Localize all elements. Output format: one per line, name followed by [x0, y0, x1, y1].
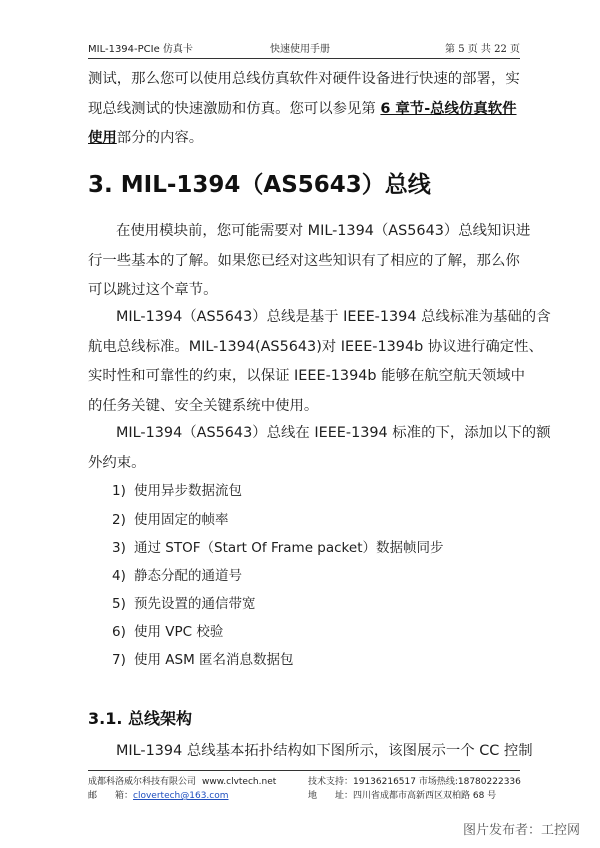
s3p3-line-2: 外约束。 — [88, 454, 146, 471]
constraint-number: 2) — [112, 512, 126, 528]
constraint-item — [112, 479, 242, 499]
email-link[interactable]: clovertech@163.com — [133, 791, 229, 801]
s3p2-line-1: MIL-1394（AS5643）总线是基于 IEEE-1394 总线标准为基础的含 — [116, 309, 551, 325]
intro-line-3-text: 部分的内容。 — [116, 130, 204, 146]
intro-line-2-text: 现总线测试的快速激励和仿真。您可以参见第 — [88, 100, 381, 117]
constraint-number: 5) — [112, 596, 126, 612]
constraint-item — [112, 592, 256, 612]
constraint-item — [112, 508, 229, 528]
constraint-item — [112, 620, 223, 640]
section-3-1-paragraph — [88, 737, 533, 767]
constraint-text: 通过 STOF（Start Of Frame packet）数据帧同步 — [134, 540, 444, 556]
constraint-text: 使用异步数据流包 — [134, 483, 242, 499]
s3p1-line-2: 行一些基本的了解。如果您已经对这些知识有了相应的了解，那么你 — [88, 252, 520, 269]
header-page-number: 第 5 页 共 22 页 — [445, 44, 520, 55]
section-3-1-heading: 3.1. 总线架构 — [88, 709, 192, 728]
footer-email — [88, 788, 229, 801]
constraint-text: 使用 VPC 校验 — [134, 624, 224, 640]
constraint-text: 静态分配的通道号 — [134, 568, 242, 584]
intro-paragraph — [88, 65, 520, 154]
intro-line-1: 测试，那么您可以使用总线仿真软件对硬件设备进行快速的部署，实 — [88, 71, 520, 87]
s31p1-line-1: MIL-1394 总线基本拓扑结构如下图所示，该图展示一个 CC 控制 — [116, 743, 533, 759]
section-3-paragraph-2 — [88, 303, 551, 421]
chapter-6-link-cont[interactable]: 使用 — [88, 130, 117, 146]
email-label: 邮 箱： — [88, 791, 134, 801]
footer-support: 技术支持：19136216517 市场热线:18780222336 — [308, 777, 521, 787]
s3p2-line-4: 的任务关键、安全关键系统中使用。 — [88, 397, 319, 414]
s3p3-line-1: MIL-1394（AS5643）总线在 IEEE-1394 标准的下，添加以下的额 — [116, 425, 551, 441]
section-3-paragraph-1 — [88, 217, 531, 306]
chapter-6-link[interactable]: 6 章节-总线仿真软件 — [380, 100, 517, 117]
intro-line-3 — [88, 124, 520, 154]
company-name: 成都科洛威尔科技有限公司 — [88, 777, 197, 787]
constraint-item — [112, 564, 242, 584]
s3p2-line-2: 航电总线标准。MIL-1394(AS5643)对 IEEE-1394b 协议进行确定性、 — [88, 338, 543, 355]
page-header — [88, 40, 520, 56]
header-divider — [88, 58, 520, 59]
s3p1-line-3: 可以跳过这个章节。 — [88, 282, 218, 298]
s3p1-line-1: 在使用模块前，您可能需要对 MIL-1394（AS5643）总线知识进 — [116, 223, 531, 239]
footer-address: 地 址：四川省成都市高新西区双柏路 68 号 — [308, 791, 497, 801]
header-product-name: MIL-1394-PCIe 仿真卡 — [88, 44, 193, 55]
constraint-number: 3) — [112, 540, 126, 556]
publisher-watermark: 图片发布者：工控网 — [462, 823, 580, 838]
constraint-item — [112, 648, 294, 668]
constraint-number: 6) — [112, 624, 126, 640]
section-3-paragraph-3 — [88, 419, 551, 478]
footer-company — [88, 774, 276, 787]
footer-divider — [88, 770, 520, 771]
constraint-text: 使用固定的帧率 — [134, 512, 229, 528]
constraint-text: 使用 ASM 匿名消息数据包 — [134, 652, 294, 668]
footer-row-1 — [88, 774, 520, 786]
footer-row-2 — [88, 788, 520, 800]
s3p2-line-3: 实时性和可靠性的约束，以保证 IEEE-1394b 能够在航空航天领域中 — [88, 368, 525, 384]
constraint-item — [112, 536, 444, 556]
constraint-number: 4) — [112, 568, 126, 584]
intro-line-2 — [88, 95, 520, 125]
header-doc-title: 快速使用手册 — [270, 44, 330, 55]
section-3-heading: 3. MIL-1394（AS5643）总线 — [88, 172, 431, 198]
constraint-number: 1) — [112, 483, 126, 499]
constraint-text: 预先设置的通信带宽 — [134, 596, 256, 612]
company-website[interactable]: www.clvtech.net — [202, 777, 277, 787]
constraint-number: 7) — [112, 652, 126, 668]
